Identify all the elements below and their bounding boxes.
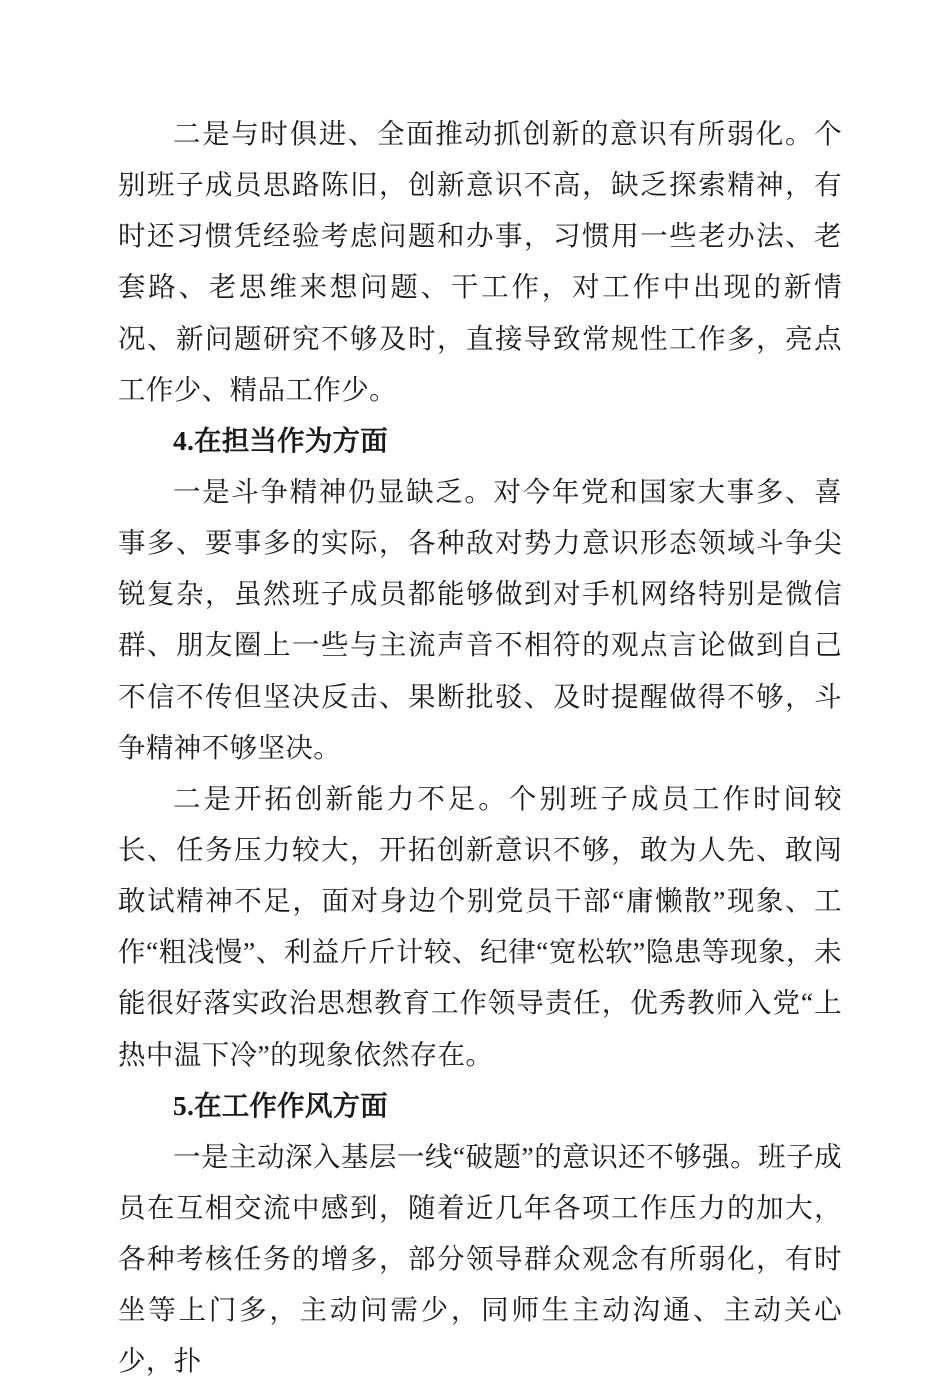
document-body bbox=[118, 108, 842, 1387]
paragraph-pioneering-ability: 二是开拓创新能力不足。个别班子成员工作时间较长、任务压力较大，开拓创新意识不够，敢为人先、敢闯敢试精神不足，面对身边个别党员干部“庸懒散”现象、工作“粗浅慢”、利益斤斤计较、纪律“宽松软”隐患等现象，未能很好落实政治思想教育工作领导责任，优秀教师入党“上热中温下冷”的现象依然存在。 bbox=[118, 782, 842, 1070]
paragraph-struggle-spirit: 一是斗争精神仍显缺乏。对今年党和国家大事多、喜事多、要事多的实际，各种敌对势力意识形态领域斗争尖锐复杂，虽然班子成员都能够做到对手机网络特别是微信群、朋友圈上一些与主流声音不相符的观点言论做到自己不信不传但坚决反击、果断批驳、及时提醒做得不够，斗争精神不够坚决。 bbox=[118, 475, 842, 763]
section-heading-5: 5.在工作作风方面 bbox=[173, 1089, 388, 1121]
paragraph-grassroots-awareness: 一是主动深入基层一线“破题”的意识还不够强。班子成员在互相交流中感到，随着近几年各项工作压力的加大，各种考核任务的增多，部分领导群众观念有所弱化，有时坐等上门多，主动问需少，同师生主动沟通、主动关心少，扑 bbox=[118, 1140, 842, 1377]
section-heading-4: 4.在担当作为方面 bbox=[173, 424, 388, 456]
paragraph-innovation-awareness: 二是与时俱进、全面推动抓创新的意识有所弱化。个别班子成员思路陈旧，创新意识不高，缺乏探索精神，有时还习惯凭经验考虑问题和办事，习惯用一些老办法、老套路、老思维来想问题、干工作，对工作中出现的新情况、新问题研究不够及时，直接导致常规性工作多，亮点工作少、精品工作少。 bbox=[118, 118, 842, 405]
